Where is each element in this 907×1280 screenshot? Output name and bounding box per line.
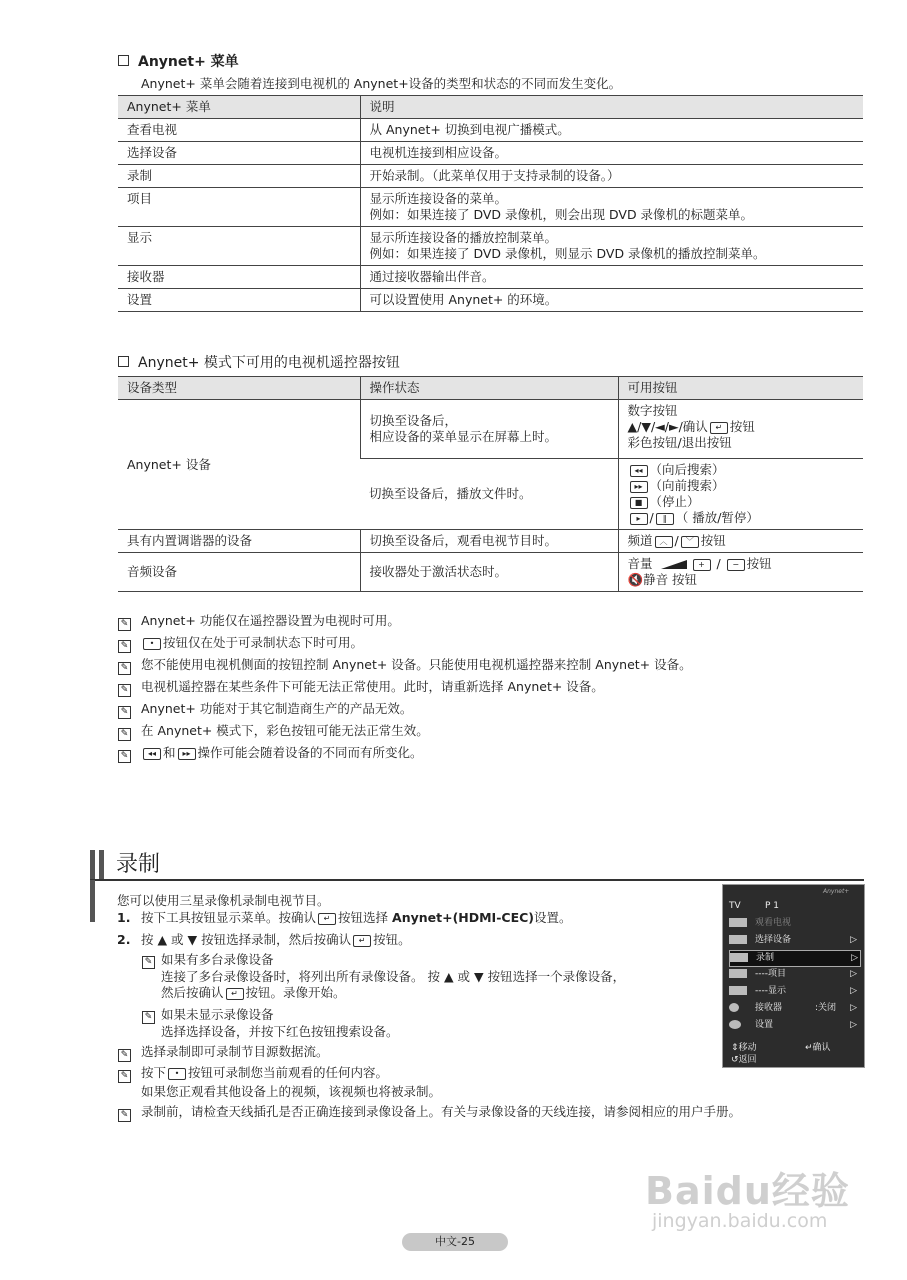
row-desc: 从 Anynet+ 切换到电视广播模式。	[360, 119, 863, 142]
state-line: 切换至设备后，	[369, 413, 458, 428]
note: ✎ 按下 • 按钮可录制您当前观看的任何内容。	[118, 1065, 388, 1083]
header-menu: Anynet+ 菜单	[118, 96, 360, 119]
buttons-line: 彩色按钮/退出按钮	[627, 435, 732, 450]
note-icon: ✎	[118, 750, 131, 763]
chevron-right-icon: ▷	[850, 935, 857, 945]
mute-icon: 🔇	[627, 572, 644, 587]
heading-bar	[90, 850, 95, 880]
heading-bar	[90, 880, 95, 922]
header-desc: 说明	[360, 96, 863, 119]
row-desc: 开始录制。（此菜单仅用于支持录制的设备。）	[360, 165, 863, 188]
desc-line: 例如：如果连接了 DVD 录像机，则会出现 DVD 录像机的标题菜单。	[369, 207, 754, 222]
rewind-icon: ◂◂	[630, 465, 648, 477]
row-menu: 选择设备	[118, 142, 360, 165]
enter-icon: ↵	[226, 988, 244, 1000]
buttons-line: ◂◂ （向后搜索）	[628, 462, 855, 478]
note-icon: ✎	[142, 956, 155, 969]
pause-icon: ‖	[656, 513, 674, 525]
osd-tv-label: TV	[729, 901, 741, 911]
remote-buttons-table	[118, 376, 863, 592]
note-icon: ✎	[142, 1011, 155, 1024]
device-icon	[729, 935, 747, 944]
buttons-line: 音量 + / − 按钮	[627, 556, 772, 571]
row-menu: 接收器	[118, 266, 360, 289]
note: ✎ Anynet+ 功能对于其它制造商生产的产品无效。	[118, 701, 412, 719]
tv-osd-menu	[722, 884, 865, 1068]
volume-up-icon: +	[693, 559, 711, 571]
row-desc	[360, 188, 863, 227]
buttons-menu	[618, 400, 863, 459]
osd-item-selected[interactable]: 录制 ▷	[729, 950, 861, 967]
buttons-line: ▸▸ （向前搜索）	[628, 478, 855, 494]
note: ✎ 录制前，请检查天线插孔是否正确连接到录像设备上。有关与录像设备的天线连接，请参阅相应的用户手册。	[118, 1104, 741, 1122]
note: ✎ 选择录制即可录制节目源数据流。	[118, 1044, 329, 1062]
state-menu	[360, 400, 618, 459]
table-row	[118, 142, 863, 165]
heading-rule	[90, 879, 864, 881]
state-play: 切换至设备后，播放文件时。	[360, 459, 618, 530]
anynet-menu-table	[118, 95, 863, 312]
note-icon: ✎	[118, 662, 131, 675]
chevron-right-icon: ▷	[850, 986, 857, 996]
enter-icon: ↵	[318, 913, 336, 925]
table-row	[118, 400, 863, 459]
gear-icon	[729, 1020, 741, 1029]
desc-line: 例如：如果连接了 DVD 录像机，则显示 DVD 录像机的播放控制菜单。	[369, 246, 766, 261]
table-row	[118, 553, 863, 592]
buttons-line: ■ （停止）	[628, 494, 855, 510]
device-anynet: Anynet+ 设备	[118, 400, 360, 530]
header-state: 操作状态	[360, 377, 618, 400]
osd-item[interactable]: ----项目 ▷	[729, 967, 859, 982]
record-icon: •	[143, 638, 161, 650]
note-icon: ✎	[118, 1109, 131, 1122]
stop-icon: ■	[630, 497, 648, 509]
heading-bar	[99, 850, 104, 880]
buttons-audio	[618, 553, 863, 592]
volume-down-icon: −	[727, 559, 745, 571]
chevron-right-icon: ▷	[850, 1003, 857, 1013]
page-number: 中文-25	[402, 1233, 508, 1251]
table-header	[118, 377, 863, 400]
row-desc: 通过接收器输出伴音。	[360, 266, 863, 289]
note-icon: ✎	[118, 1070, 131, 1083]
record-intro: 您可以使用三星录像机录制电视节目。	[117, 893, 330, 908]
table-header	[118, 96, 863, 119]
step-2: 2. 按 ▲ 或 ▼ 按钮选择录制，然后按确认 ↵ 按钮。	[117, 932, 411, 947]
osd-item[interactable]: 选择设备 ▷	[729, 933, 859, 948]
buttons-line: ▲/▼/◄/►/确认 ↵ 按钮	[627, 419, 755, 434]
play-icon: ▸	[630, 513, 648, 525]
osd-enter-hint: ↵确认	[805, 1043, 831, 1053]
note: ✎ • 按钮仅在处于可录制状态下时可用。	[118, 635, 363, 653]
state-tv: 切换至设备后，观看电视节目时。	[360, 530, 618, 553]
volume-ramp-icon	[661, 560, 687, 569]
enter-icon: ↵	[353, 935, 371, 947]
osd-move-hint: ⇕移动	[731, 1043, 757, 1053]
menu-icon	[729, 969, 747, 978]
buttons-tv: 频道 ︿ / ﹀ 按钮	[618, 530, 863, 553]
osd-item[interactable]: 接收器 :关闭 ▷	[729, 1001, 859, 1016]
row-desc	[360, 227, 863, 266]
table-row	[118, 119, 863, 142]
watermark-logo: Baidu经验	[645, 1169, 850, 1213]
header-device: 设备类型	[118, 377, 360, 400]
sub-note-none: ✎ 如果未显示录像设备 选择选择设备，并按下红色按钮搜索设备。	[142, 1007, 399, 1040]
note-icon: ✎	[118, 640, 131, 653]
channel-up-icon: ︿	[655, 536, 673, 548]
osd-item[interactable]: 设置 ▷	[729, 1018, 859, 1033]
table-row	[118, 530, 863, 553]
row-menu: 设置	[118, 289, 360, 312]
watermark-url: jingyan.baidu.com	[652, 1210, 828, 1232]
note-icon: ✎	[118, 728, 131, 741]
rewind-icon: ◂◂	[143, 748, 161, 760]
table-row	[118, 165, 863, 188]
note: ✎ 在 Anynet+ 模式下，彩色按钮可能无法正常生效。	[118, 723, 429, 741]
buttons-play	[618, 459, 863, 530]
state-line: 相应设备的菜单显示在屏幕上时。	[369, 429, 558, 444]
row-menu: 显示	[118, 227, 360, 266]
fast-forward-icon: ▸▸	[630, 481, 648, 493]
chevron-right-icon: ▷	[850, 1020, 857, 1030]
record-device-icon	[730, 953, 748, 962]
chevron-right-icon: ▷	[850, 969, 857, 979]
sub-note-multiple: ✎ 如果有多台录像设备 连接了多台录像设备时，将列出所有录像设备。 按 ▲ 或 ▼ 按钮选择一个录像设备， 然后按确认 ↵ 按钮。录像开始。	[142, 952, 625, 1001]
note: ✎ 您不能使用电视机侧面的按钮控制 Anynet+ 设备。只能使用电视机遥控器来控制 Anynet+ 设备。	[118, 657, 692, 675]
table-row	[118, 289, 863, 312]
row-menu: 录制	[118, 165, 360, 188]
chevron-right-icon: ▷	[851, 953, 858, 963]
tv-icon	[729, 918, 747, 927]
display-icon	[729, 986, 747, 995]
section1-title: Anynet+ 菜单	[118, 51, 239, 71]
section2-title: Anynet+ 模式下可用的电视机遥控器按钮	[118, 352, 400, 372]
record-icon: •	[168, 1068, 186, 1080]
osd-channel: P 1	[765, 901, 780, 911]
row-desc: 电视机连接到相应设备。	[360, 142, 863, 165]
buttons-line: ▸ / ‖ （ 播放/暂停）	[628, 510, 855, 526]
fast-forward-icon: ▸▸	[178, 748, 196, 760]
osd-brand: Anynet+	[823, 888, 850, 895]
note: ✎ ◂◂ 和 ▸▸ 操作可能会随着设备的不同而有所变化。	[118, 745, 423, 763]
note: ✎ 电视机遥控器在某些条件下可能无法正常使用。此时，请重新选择 Anynet+ 设备。	[118, 679, 604, 697]
row-desc: 可以设置使用 Anynet+ 的环境。	[360, 289, 863, 312]
record-heading: 录制	[116, 852, 161, 877]
desc-line: 显示所连接设备的播放控制菜单。	[369, 230, 558, 245]
desc-line: 显示所连接设备的菜单。	[369, 191, 508, 206]
note-icon: ✎	[118, 684, 131, 697]
section1-intro: Anynet+ 菜单会随着连接到电视机的 Anynet+设备的类型和状态的不同而发生变化。	[141, 76, 622, 91]
device-tuner: 具有内置调谐器的设备	[118, 530, 360, 553]
row-menu: 查看电视	[118, 119, 360, 142]
channel-down-icon: ﹀	[681, 536, 699, 548]
osd-return-hint: ↺返回	[731, 1055, 757, 1065]
table-row	[118, 188, 863, 227]
note-icon: ✎	[118, 706, 131, 719]
state-receiver: 接收器处于激活状态时。	[360, 553, 618, 592]
speaker-icon	[729, 1003, 739, 1012]
note-icon: ✎	[118, 618, 131, 631]
note-icon: ✎	[118, 1049, 131, 1062]
buttons-line: 🔇静音 按钮	[627, 572, 698, 587]
header-buttons: 可用按钮	[618, 377, 863, 400]
buttons-line: 数字按钮	[627, 403, 678, 418]
osd-item[interactable]: 观看电视	[729, 916, 859, 931]
row-menu: 项目	[118, 188, 360, 227]
note: ✎ Anynet+ 功能仅在遥控器设置为电视时可用。	[118, 613, 400, 631]
note-continued: 如果您正观看其他设备上的视频，该视频也将被录制。	[141, 1084, 442, 1099]
table-row	[118, 266, 863, 289]
step-1: 1. 按下工具按钮显示菜单。按确认 ↵ 按钮选择 Anynet+(HDMI-CEC)设置。	[117, 910, 572, 925]
enter-icon: ↵	[710, 422, 728, 434]
osd-item[interactable]: ----显示 ▷	[729, 984, 859, 999]
device-audio: 音频设备	[118, 553, 360, 592]
table-row	[118, 227, 863, 266]
